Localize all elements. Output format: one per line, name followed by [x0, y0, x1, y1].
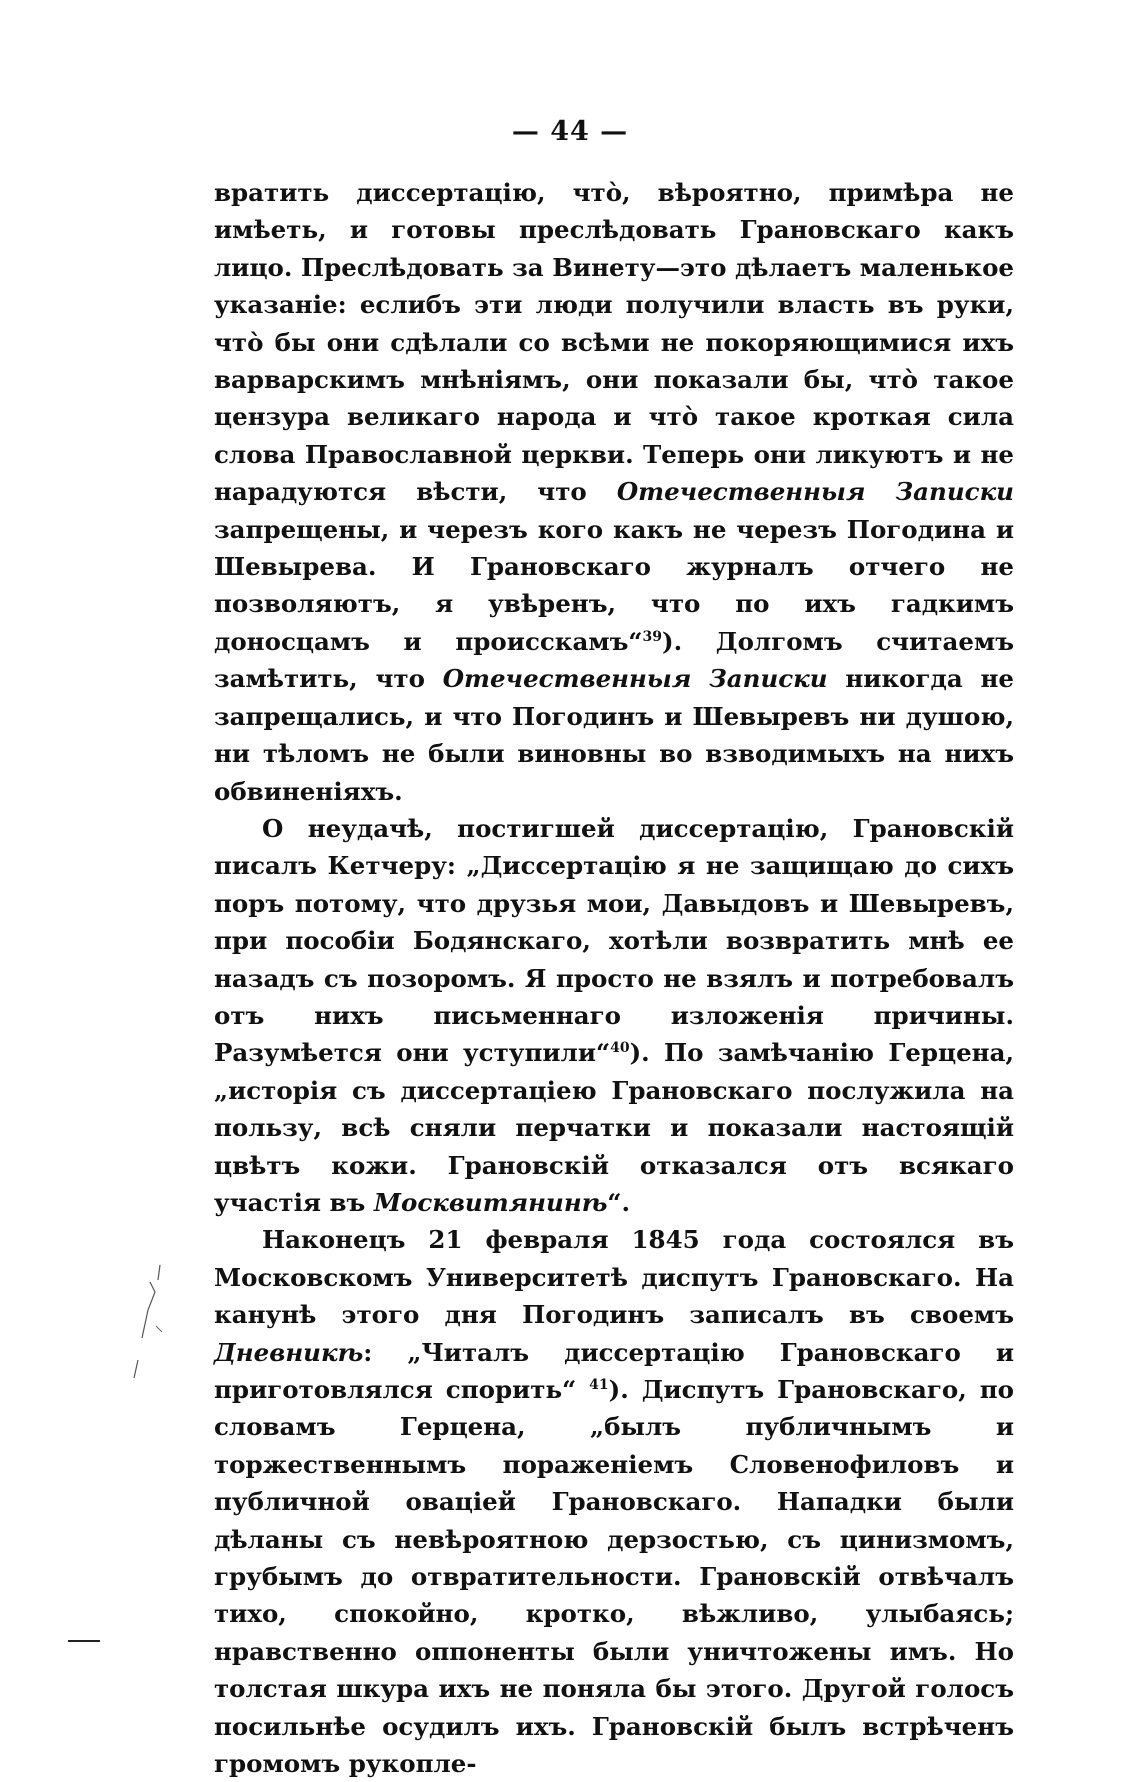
- p3-italic-title: Дневникѣ: [214, 1337, 364, 1367]
- footnote-ref-39: 39: [642, 628, 663, 645]
- p1-italic-title-2: Отечественныя Записки: [442, 664, 828, 694]
- footnote-ref-41: 41: [589, 1376, 609, 1393]
- p1-text-4: никогда не запрещались, и что Погодинъ и Шевыревъ ни душою, ни тѣломъ не были виновны во взводимыхъ на нихъ обвиненіяхъ.: [214, 664, 1014, 806]
- p2-text-2: ). По замѣчанію Герцена, „исторія съ диссертаціею Грановскаго послужила на пользу, всѣ сняли перчатки и показали настоящій цвѣтъ кожи. Грановскій отказался отъ всякаго участія въ: [214, 1038, 1014, 1217]
- body-text: [214, 174, 1014, 1782]
- p1-italic-title-1: Отечественныя Записки: [616, 477, 1014, 507]
- p3-text-2: : „Читалъ диссертацію Грановскаго и приготовлялся спорить“: [214, 1337, 1014, 1404]
- paragraph-3: [214, 1221, 1014, 1782]
- paragraph-1: [214, 174, 1014, 810]
- p1-text-2: запрещены, и черезъ кого какъ не черезъ Погодина и Шевырева. И Грановскаго журналъ отчего не позволяютъ, я увѣренъ, что по ихъ гадкимъ доносцамъ и происскамъ“: [214, 514, 1014, 656]
- paragraph-2: [214, 810, 1014, 1221]
- p1-text-3: ). Долгомъ считаемъ замѣтить, что: [214, 626, 1014, 694]
- bottom-rule-mark: [68, 1640, 100, 1642]
- page-number: — 44 —: [511, 116, 629, 147]
- p2-text-3: “.: [607, 1187, 631, 1217]
- p3-text-1: Наконецъ 21 февраля 1845 года состоялся въ Московскомъ Университетѣ диспутъ Грановскаго. На канунѣ этого дня Погодинъ записалъ въ своемъ: [214, 1225, 1014, 1330]
- p3-text-3: ). Диспутъ Грановскаго, по словамъ Герцена, „былъ публичнымъ и торжественнымъ пораженіемъ Словенофиловъ и публичной оваціей Грановскаго. Нападки были дѣланы съ невѣроятною дерзостью, съ цинизмомъ, грубымъ до отвратительности. Грановскій отвѣчалъ тихо, спокойно, кротко, вѣжливо, улыбаясь; нравственно оппоненты были уничтожены имъ. Но толстая шкура ихъ не поняла бы этого. Другой голосъ посильнѣе осудилъ ихъ. Грановскій былъ встрѣченъ громомъ рукопле-: [214, 1375, 1014, 1779]
- footnote-ref-40: 40: [610, 1040, 630, 1057]
- p2-italic-title: Москвитянинѣ: [373, 1187, 608, 1217]
- p1-text-1: вратить диссертацію, что̀, вѣроятно, примѣра не имѣеть, и готовы преслѣдовать Грановскаго какъ лицо. Преслѣдовать за Винету—это дѣлаетъ маленькое указаніе: еслибъ эти люди получили власть въ руки, что̀ бы они сдѣлали со всѣми не покоряющимися ихъ варварскимъ мнѣніямъ, они показали бы, что̀ такое цензура великаго народа и что̀ такое кроткая сила слова Православной церкви. Теперь они ликуютъ и не нарадуются вѣсти, что: [214, 178, 1014, 507]
- p2-text-1: О неудачѣ, постигшей диссертацію, Грановскій писалъ Кетчеру: „Диссертацію я не защищаю до сихъ поръ потому, что друзья мои, Давыдовъ и Шевыревъ, при пособіи Бодянскаго, хотѣли возвратить мнѣ ее назадъ съ позоромъ. Я просто не взялъ и потребовалъ отъ нихъ письменнаго изложенія причины. Разумѣется они уступили“: [214, 813, 1014, 1068]
- margin-pencil-marks: [120, 1260, 180, 1400]
